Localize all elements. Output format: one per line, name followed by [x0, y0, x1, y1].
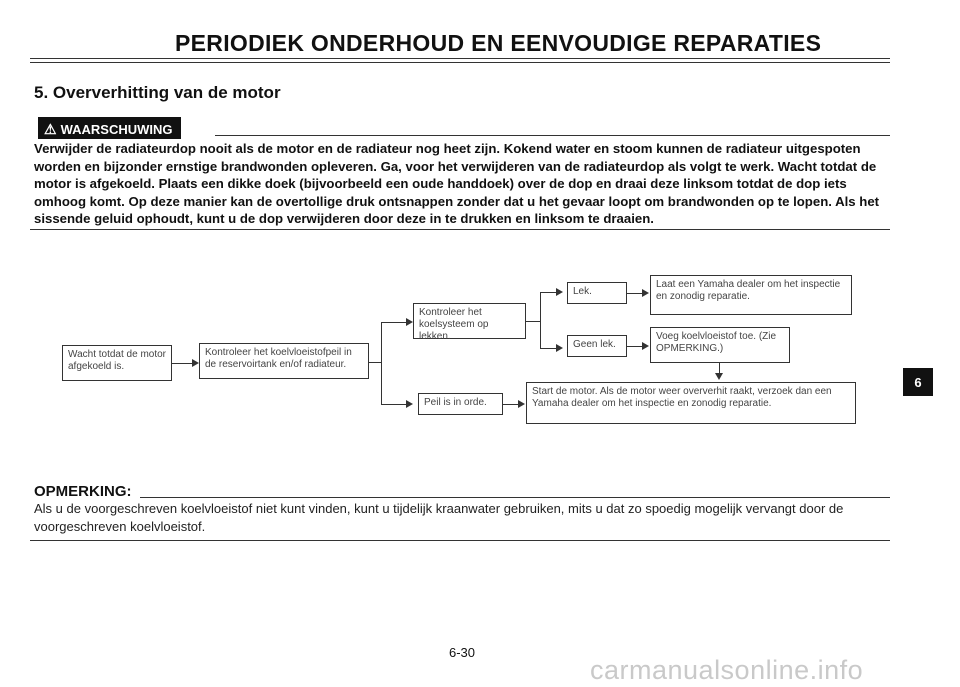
flow-connector [172, 363, 192, 364]
note-rule [140, 497, 890, 498]
warning-badge-label: WAARSCHUWING [60, 121, 173, 137]
page-title: PERIODIEK ONDERHOUD EN EENVOUDIGE REPARATIES [175, 30, 822, 56]
flow-connector [381, 322, 382, 404]
note-bottom-rule [30, 540, 890, 541]
flow-arrow-icon [406, 400, 413, 408]
flow-box-wait: Wacht totdat de motor afgekoeld is. [62, 345, 172, 381]
warning-triangle-icon: ⚠ [44, 120, 57, 137]
warning-badge [38, 117, 181, 139]
warning-bottom-rule [30, 229, 890, 230]
note-title: OPMERKING: [34, 483, 132, 500]
flow-connector [540, 348, 556, 349]
flow-arrow-icon [406, 318, 413, 326]
flow-box-level-ok: Peil is in orde. [418, 393, 503, 415]
flow-connector [627, 346, 642, 347]
flow-arrow-down-icon [715, 373, 723, 380]
flow-connector [381, 322, 407, 323]
flow-arrow-icon [642, 342, 649, 350]
flow-box-check-leak: Kontroleer het koelsysteem op lekken. [413, 303, 526, 339]
flow-connector [540, 292, 556, 293]
flow-connector [540, 292, 541, 348]
flow-connector [719, 363, 720, 373]
flow-arrow-icon [192, 359, 199, 367]
page-number: 6-30 [449, 645, 476, 660]
flow-box-check-level: Kontroleer het koelvloeistofpeil in de reservoirtank en/of radiateur. [199, 343, 369, 379]
flow-box-leak: Lek. [567, 282, 627, 304]
flow-box-no-leak: Geen lek. [567, 335, 627, 357]
flow-arrow-icon [556, 344, 563, 352]
flow-box-start-engine: Start de motor. Als de motor weer oververhit raakt, verzoek dan een Yamaha dealer om het inspectie en zonodig reparatie. [526, 382, 856, 424]
flow-arrow-icon [518, 400, 525, 408]
flow-connector [381, 404, 407, 405]
warning-text: Verwijder de radiateurdop nooit als de motor en de radiateur nog heet zijn. Kokend water en stoom kunnen de radiateur uitgespoten worden en bijzonder ernstige brandwonden opleveren. Ga, voor het verwijderen van de radiateurdop als volgt te werk. Wacht totdat de motor is afgekoeld. Plaats een dikke doek (bijvoorbeeld een oude handdoek) over de dop en draai deze linksom totdat de dop iets omhoog komt. Op deze manier kan de overtollige druk ontsnappen zonder dat u het gevaar loopt om brandwonden op te lopen. Als het sissende geluid ophoudt, kunt u de dop verwijderen door deze in te drukken en linksom te draaien. [34, 141, 880, 226]
section-title: 5. Oververhitting van de motor [34, 83, 281, 102]
flow-arrow-icon [556, 288, 563, 296]
flow-arrow-icon [642, 289, 649, 297]
flow-box-dealer-inspect: Laat een Yamaha dealer om het inspectie en zonodig reparatie. [650, 275, 852, 315]
watermark: carmanualsonline.info [590, 655, 864, 685]
flow-box-add-coolant: Voeg koelvloeistof toe. (Zie OPMERKING.) [650, 327, 790, 363]
chapter-tab-marker: 6 [903, 368, 933, 396]
header-rule [30, 58, 890, 63]
flow-connector [526, 321, 540, 322]
note-text: Als u de voorgeschreven koelvloeistof niet kunt vinden, kunt u tijdelijk kraanwater gebruiken, mits u dat zo spoedig mogelijk vervangt door de voorgeschreven koelvloeistof. [34, 501, 844, 534]
warning-rule [215, 135, 890, 136]
flow-connector [369, 362, 381, 363]
flow-connector [503, 404, 518, 405]
flow-connector [627, 293, 642, 294]
